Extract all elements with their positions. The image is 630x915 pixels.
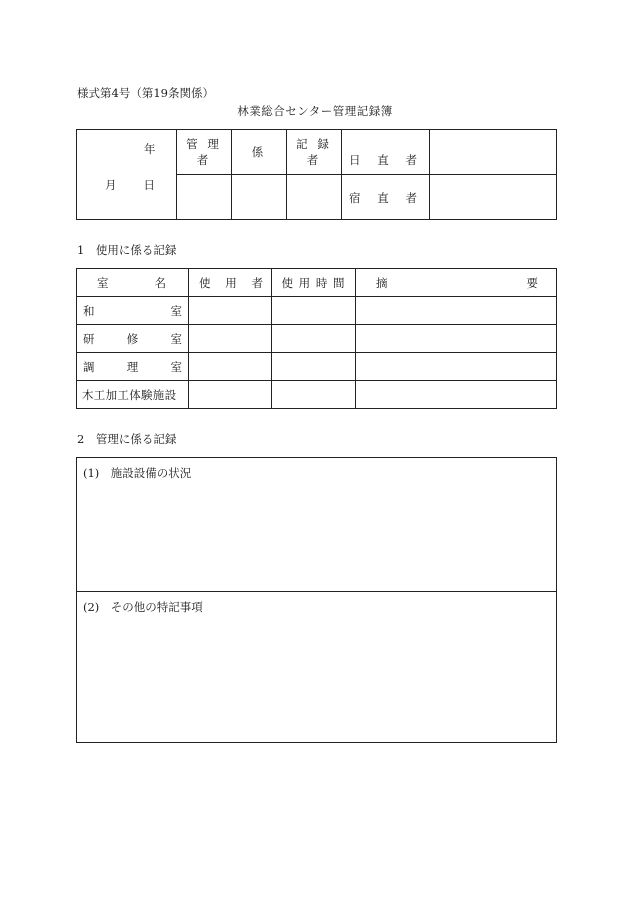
user-entry[interactable] <box>189 297 272 325</box>
room-name: 研 修 室 <box>77 325 189 353</box>
user-entry[interactable] <box>189 353 272 381</box>
time-entry[interactable] <box>272 381 356 409</box>
summary-column-header: 摘 要 <box>356 269 557 297</box>
recorder-entry[interactable] <box>287 175 342 220</box>
summary-entry[interactable] <box>356 297 557 325</box>
day-duty-entry[interactable] <box>430 130 557 175</box>
usage-table-header <box>77 269 557 297</box>
user-entry[interactable] <box>189 381 272 409</box>
form-number: 様式第4号（第19条関係） <box>77 86 214 100</box>
summary-entry[interactable] <box>356 353 557 381</box>
day-label: 日 <box>143 178 155 192</box>
user-column-header: 使 用 者 <box>189 269 272 297</box>
room-column-header: 室 名 <box>77 269 189 297</box>
table-row <box>77 353 557 381</box>
section1-heading: 1 使用に係る記録 <box>77 243 177 257</box>
night-duty-entry[interactable] <box>430 175 557 220</box>
table-row <box>77 381 557 409</box>
document-title: 林業総合センター管理記録簿 <box>237 104 393 118</box>
recorder-header: 記 録 者 <box>287 130 342 175</box>
time-entry[interactable] <box>272 353 356 381</box>
year-label: 年 <box>144 142 156 156</box>
summary-entry[interactable] <box>356 325 557 353</box>
table-row <box>77 325 557 353</box>
month-label: 月 <box>105 178 117 192</box>
night-duty-label: 宿 直 者 <box>342 175 430 220</box>
time-column-header: 使 用 時 間 <box>272 269 356 297</box>
management-record-box <box>76 457 557 743</box>
date-cell[interactable] <box>77 130 177 220</box>
usage-table <box>76 268 557 409</box>
time-entry[interactable] <box>272 325 356 353</box>
facility-status-entry[interactable] <box>77 458 556 591</box>
staff-entry[interactable] <box>232 175 287 220</box>
header-table <box>76 129 557 220</box>
room-name: 和 室 <box>77 297 189 325</box>
user-entry[interactable] <box>189 325 272 353</box>
other-notes-entry[interactable] <box>77 592 556 742</box>
summary-entry[interactable] <box>356 381 557 409</box>
staff-header: 係 <box>232 130 287 175</box>
room-name: 木工加工体験施設 <box>77 381 189 409</box>
facility-status-label: (1) 施設設備の状況 <box>83 466 192 480</box>
table-row <box>77 297 557 325</box>
other-notes-label: (2) その他の特記事項 <box>83 600 203 614</box>
manager-header: 管 理 者 <box>177 130 232 175</box>
time-entry[interactable] <box>272 297 356 325</box>
room-name: 調 理 室 <box>77 353 189 381</box>
manager-entry[interactable] <box>177 175 232 220</box>
section2-heading: 2 管理に係る記録 <box>77 432 177 446</box>
day-duty-label: 日 直 者 <box>342 130 430 175</box>
